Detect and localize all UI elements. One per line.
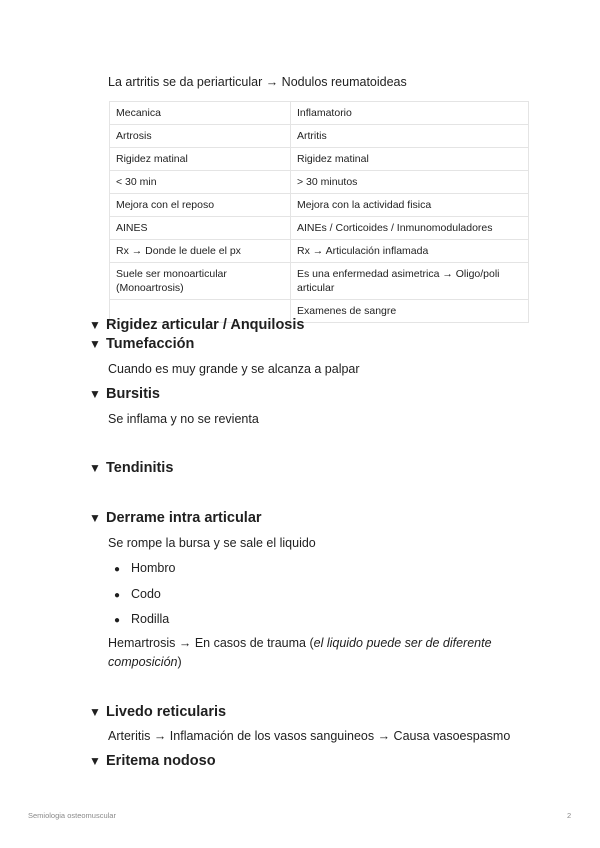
table-cell: Artrosis (110, 125, 291, 148)
toggle-title: Livedo reticularis (106, 704, 227, 720)
bullet-icon: ● (114, 564, 121, 575)
table-row (110, 194, 529, 217)
list-item-label: Hombro (131, 561, 176, 575)
triangle-down-icon[interactable]: ▼ (89, 511, 101, 525)
derrame-note (108, 634, 528, 672)
list-item (114, 559, 175, 579)
bullet-icon: ● (114, 590, 121, 601)
tumefaccion-text: Cuando es muy grande y se alcanza a palpar (108, 362, 360, 376)
toggle-rigidez[interactable] (89, 316, 304, 334)
table-row (110, 240, 529, 263)
table-row (110, 148, 529, 171)
toggle-derrame[interactable] (89, 509, 262, 527)
table-cell: Es una enfermedad asimetrica → Oligo/poli articular (291, 263, 529, 300)
table-row (110, 171, 529, 194)
triangle-down-icon[interactable]: ▼ (89, 705, 101, 719)
table-cell: Inflamatorio (291, 102, 529, 125)
table-row (110, 125, 529, 148)
table-cell: Mejora con la actividad fisica (291, 194, 529, 217)
comparison-table (109, 101, 529, 323)
table-row (110, 263, 529, 300)
note-close: ) (177, 655, 182, 669)
table-cell: < 30 min (110, 171, 291, 194)
note-text: Hemartrosis → En casos de trauma ( (108, 636, 314, 650)
triangle-down-icon[interactable]: ▼ (89, 754, 101, 768)
derrame-text: Se rompe la bursa y se sale el liquido (108, 536, 316, 550)
toggle-title: Eritema nodoso (106, 753, 216, 769)
table-cell: Examenes de sangre (291, 300, 529, 323)
list-item (114, 610, 169, 630)
toggle-title: Tendinitis (106, 460, 174, 476)
triangle-down-icon[interactable]: ▼ (89, 337, 101, 351)
livedo-text: Arteritis → Inflamación de los vasos sanguineos → Causa vasoespasmo (108, 729, 511, 743)
table-cell: AINEs / Corticoides / Inmunomoduladores (291, 217, 529, 240)
intro-text: La artritis se da periarticular → Nodulos reumatoideas (108, 75, 407, 89)
note-italic-text: el liquido puede ser de diferente composición (108, 636, 492, 669)
table-cell: > 30 minutos (291, 171, 529, 194)
toggle-eritema[interactable] (89, 752, 216, 770)
table-cell: Suele ser monoarticular (Monoartrosis) (110, 263, 291, 300)
table-cell: Rigidez matinal (110, 148, 291, 171)
toggle-livedo[interactable] (89, 703, 226, 721)
toggle-title: Tumefacción (106, 336, 195, 352)
toggle-title: Derrame intra articular (106, 510, 262, 526)
triangle-down-icon[interactable]: ▼ (89, 318, 101, 332)
table-row (110, 102, 529, 125)
table-cell: AINES (110, 217, 291, 240)
table-cell: Rx → Articulación inflamada (291, 240, 529, 263)
triangle-down-icon[interactable]: ▼ (89, 387, 101, 401)
toggle-title: Bursitis (106, 386, 160, 402)
table-cell: Artritis (291, 125, 529, 148)
bursitis-text: Se inflama y no se revienta (108, 412, 259, 426)
list-item (114, 585, 161, 605)
toggle-tendinitis[interactable] (89, 459, 173, 477)
footer-page-number: 2 (567, 811, 572, 820)
table-cell: Rx → Donde le duele el px (110, 240, 291, 263)
table-row (110, 217, 529, 240)
table-cell: Mejora con el reposo (110, 194, 291, 217)
bullet-icon: ● (114, 615, 121, 626)
toggle-title: Rigidez articular / Anquilosis (106, 317, 305, 333)
table-cell: Mecanica (110, 102, 291, 125)
list-item-label: Codo (131, 587, 161, 601)
triangle-down-icon[interactable]: ▼ (89, 461, 101, 475)
footer-doc-title: Semiologia osteomuscular (28, 811, 116, 820)
list-item-label: Rodilla (131, 612, 170, 626)
table-cell: Rigidez matinal (291, 148, 529, 171)
toggle-bursitis[interactable] (89, 385, 160, 403)
toggle-tumefaccion[interactable] (89, 335, 194, 353)
